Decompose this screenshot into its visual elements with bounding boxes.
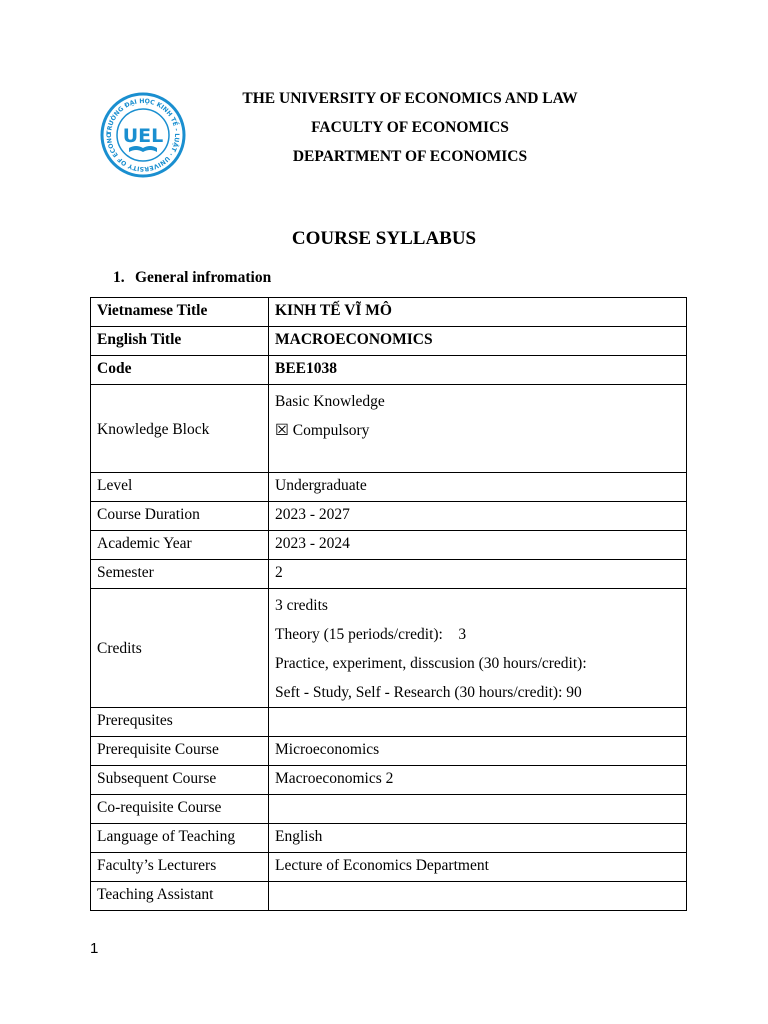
table-row [91,795,687,824]
document-title: COURSE SYLLABUS [291,228,477,249]
table-row [91,385,687,473]
table-row [91,298,687,327]
subsequent-course-label: Subsequent Course [91,766,269,795]
lecturers-value: Lecture of Economics Department [269,853,687,882]
credits-total: 3 credits [275,597,328,614]
table-row [91,502,687,531]
table-row [91,853,687,882]
semester-value: 2 [269,560,687,589]
vietnamese-title-label: Vietnamese Title [91,298,269,327]
logo-text: UEL [122,125,164,147]
vietnamese-title-value: KINH TẾ VĨ MÔ [269,298,687,327]
academic-year-value: 2023 - 2024 [269,531,687,560]
prerequisites-value [269,708,687,737]
teaching-assistant-value [269,882,687,911]
lecturers-label: Faculty’s Lecturers [91,853,269,882]
table-row [91,766,687,795]
code-label: Code [91,356,269,385]
table-row [91,356,687,385]
credits-theory: Theory (15 periods/credit): 3 [275,626,467,643]
prerequisites-label: Prerequsites [91,708,269,737]
language-label: Language of Teaching [91,824,269,853]
table-row [91,327,687,356]
university-name: THE UNIVERSITY OF ECONOMICS AND LAW [242,90,578,107]
english-title-value: MACROECONOMICS [269,327,687,356]
academic-year-label: Academic Year [91,531,269,560]
section-title: General infromation [135,269,272,286]
corequisite-course-label: Co-requisite Course [91,795,269,824]
level-value: Undergraduate [269,473,687,502]
prerequisite-course-label: Prerequisite Course [91,737,269,766]
table-row [91,531,687,560]
credits-practice: Practice, experiment, disscusion (30 hours/credit): [275,655,587,672]
table-row [91,882,687,911]
knowledge-block-type: Basic Knowledge [275,393,385,410]
page-number: 1 [90,940,99,957]
table-row [91,560,687,589]
language-value: English [269,824,687,853]
code-value: BEE1038 [269,356,687,385]
teaching-assistant-label: Teaching Assistant [91,882,269,911]
prerequisite-course-value: Microeconomics [269,737,687,766]
level-label: Level [91,473,269,502]
table-row [91,708,687,737]
table-row [91,473,687,502]
credits-label: Credits [91,589,269,708]
course-duration-label: Course Duration [91,502,269,531]
semester-label: Semester [91,560,269,589]
compulsory-checkbox: ☒ Compulsory [275,422,370,439]
table-row [91,737,687,766]
knowledge-block-label: Knowledge Block [91,385,269,473]
faculty-name: FACULTY OF ECONOMICS [311,119,509,136]
department-name: DEPARTMENT OF ECONOMICS [292,148,528,165]
general-information-table [90,297,687,911]
table-row [91,589,687,708]
section-heading [113,269,271,287]
table-row [91,824,687,853]
logo-ring-text: TRƯỜNG ĐẠI HỌC KINH TẾ - LUẬT · UNIVERSITY OF ECONO [105,97,181,173]
course-duration-value: 2023 - 2027 [269,502,687,531]
corequisite-course-value [269,795,687,824]
english-title-label: English Title [91,327,269,356]
subsequent-course-value: Macroeconomics 2 [269,766,687,795]
credits-self-study: Seft - Study, Self - Research (30 hours/credit): 90 [275,684,582,701]
section-number: 1. [113,269,125,286]
